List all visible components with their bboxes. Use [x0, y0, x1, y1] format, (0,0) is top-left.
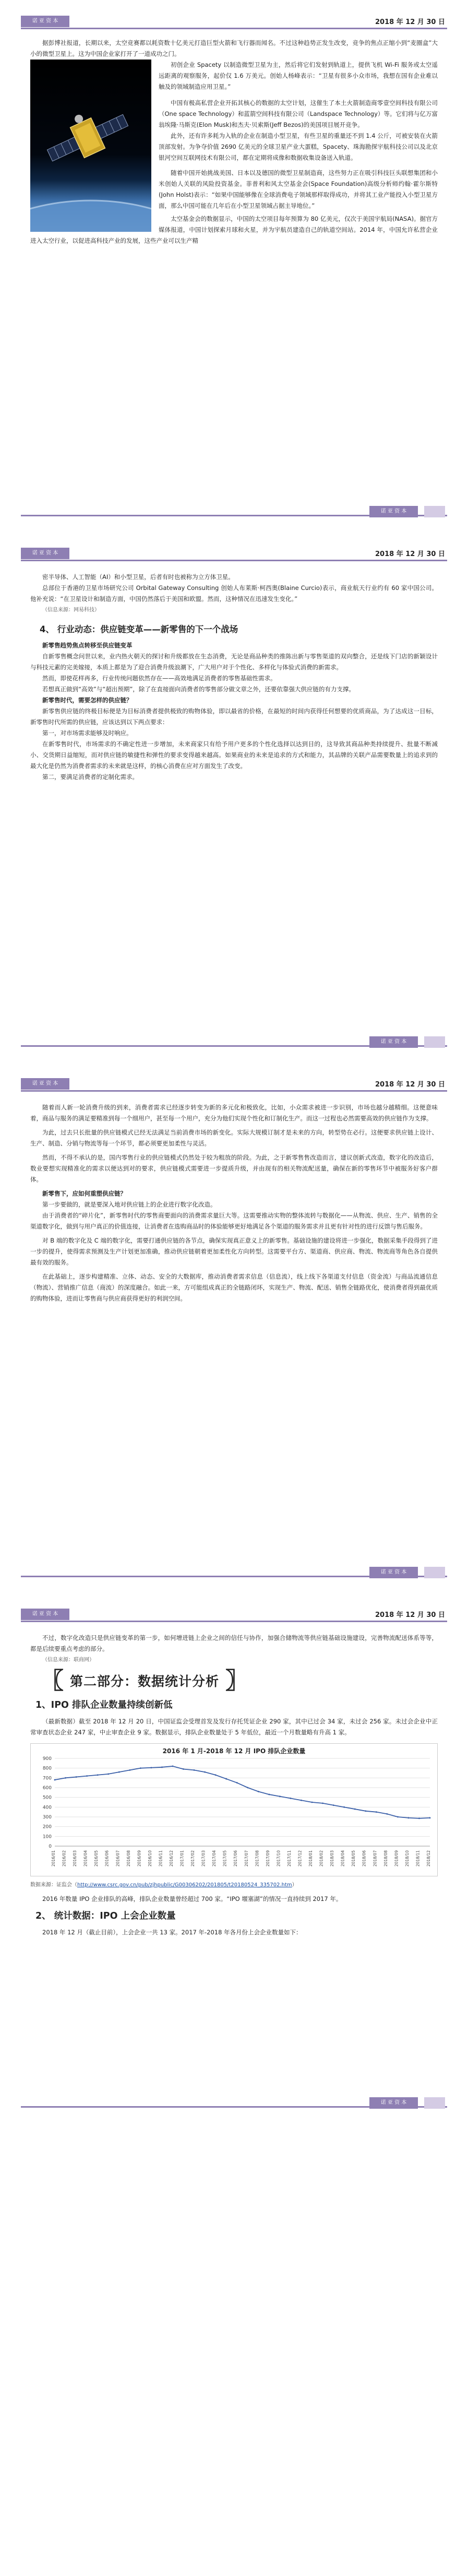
x-tick-label: 2016/11: [158, 1850, 163, 1867]
subheading: 新零售时代，需要怎样的供应链？: [42, 696, 133, 704]
paragraph: 然而，即使花样再多，行业传统问题依然存在——高效地满足消费者的零售基础性需求。: [42, 675, 277, 682]
right-bracket: 〗: [225, 1668, 249, 1694]
paragraph: 2018 年 12 月（截止目前），上会企业一共 13 家。2017 年-2018 年各月份上会企业数量如下：: [42, 1929, 302, 1936]
paragraph: 据彭博社报道，长期以来，太空竞赛都以耗资数十亿美元打造巨型火箭和飞行器而闻名。不过这种趋势正发生改变，竞争的焦点正缩小到“麦圈盒”大小的微型卫星上。这为中国企业家打开了一道成功之门。: [30, 39, 438, 57]
data-point: [333, 1804, 334, 1806]
note-suffix: ）: [292, 1882, 297, 1888]
page-header: [21, 11, 447, 29]
paragraph: 随着中国开始挑战美国、日本以及德国的微型卫星制造商，这些努力正在吸引科技巨头联想集团和小米创始人关联的风险投资基金。菲普利和风太空基金会(Space Foundation)高级分析师约翰·霍尔斯特(John Holst)表示：“如果中国能够像在全球消费电子领域那样取得成功，并将其工业产能投入小型卫星方面，那么中国可能在几年后在小型卫星领域占据主导地位。”: [159, 169, 438, 209]
paragraph: 对 B 端的数字化及 C 端的数字化，需要打通供应链的各节点，确保实现真正意义上的新零售。基础设施的建设将进一步强化，数据采集手段得到了进一步的提升，使得需求预测及生产计划更加准确，推动供应链朝着更加柔性化方向转型。这需要平台方、渠道商、供应商、物流、物流商等角色各自提供最有效的服务。: [30, 1237, 438, 1266]
footer-tag: 诺 亚 资 本: [369, 506, 418, 517]
x-tick-label: 2016/08: [126, 1850, 131, 1867]
x-tick-label: 2016/05: [94, 1850, 99, 1867]
data-point: [365, 1810, 366, 1812]
paragraph: 在此基础上，逐步构建精准、立体、动态、安全的大数据库，推动消费者需求信息（信息流），线上线下各渠道支付信息（资金流）与商品流通信息（物流）、营销推广信息（商流）的深度融合。如此一来，方可能组成真正的全链路闭环，实现生产、物流、配送、销售全链路优化，使消费者得到最优质的购物体验，进而让零售商与供应商获得更好的利润空间。: [30, 1273, 438, 1302]
data-point: [290, 1798, 292, 1799]
x-tick-label: 2018/10: [404, 1850, 410, 1867]
data-point: [247, 1787, 248, 1789]
part-title: [41, 1670, 438, 1693]
document-page-3: [0, 1062, 468, 1593]
data-point: [418, 1817, 420, 1819]
paragraph: 中国有极高私营企业开拓其核心的数据的太空计划，这催生了本土火箭制造商零壹空间科技有限公司（One space Technology）和蓝箭空间科技有限公司（Landspace Technology）等。它们将与亿万富翁埃隆·马斯克(Elon Musk)和杰夫·贝索斯(Jeff Bezos)的美国项目展开竞争。: [159, 99, 438, 128]
y-tick-label: 500: [42, 1795, 52, 1801]
x-tick-label: 2018/02: [319, 1850, 324, 1867]
data-point: [107, 1773, 109, 1775]
data-point: [172, 1766, 174, 1767]
x-tick-label: 2018/08: [383, 1850, 388, 1867]
x-tick-label: 2018/01: [308, 1850, 314, 1867]
data-point: [76, 1776, 77, 1778]
y-tick-label: 900: [42, 1756, 52, 1762]
x-tick-label: 2017/09: [265, 1850, 270, 1867]
data-point: [397, 1816, 399, 1818]
subheading: 新零售下，应如何重塑供应链？: [42, 1190, 126, 1197]
data-point: [322, 1802, 323, 1804]
x-tick-label: 2016/01: [51, 1850, 56, 1867]
paragraph: 在新零售时代，市场需求的不确定性进一步增加，未来商家只有给予用户更多的个性化选择以达到目的，这导致其商品种类持续提升、批量不断减小、交货期日益缩短，而对供应链的敏捷性和弹性的要求变得越来越高。如果商业的未来是追求的方式和能力，其品牌的关联产品需要数量上的追求到的最大化是仍然为消费者需求的未来就是这样，的核心消费在应对方面发生了改变。: [30, 740, 438, 770]
x-tick-label: 2018/03: [330, 1850, 335, 1867]
data-point: [204, 1771, 206, 1773]
y-tick-label: 700: [42, 1776, 52, 1781]
data-point: [343, 1806, 345, 1808]
paragraph: 密半导体、人工智能（AI）和小型卫星，后者有时也被称为立方体卫星。: [42, 573, 234, 581]
page-number-box: [424, 506, 445, 517]
x-tick-label: 2018/11: [415, 1850, 421, 1867]
paragraph: 此外，还有许多耗为入轨的企业在制造小型卫星，有些卫星的重量还不到 1.4 公斤，可被安装在火箭顶部发射。为争夺价值 2690 亿美元的全球卫星产业大蛋糕，Spacety、珠海勘探宇航科技公司以及北京银河空间互联网技术有限公司，都在定期将成像和数据收集设备送入轨道。: [159, 132, 438, 161]
x-tick-label: 2017/11: [286, 1850, 292, 1867]
header-date: 2018 年 12 月 30 日: [375, 1081, 445, 1089]
x-tick-label: 2018/12: [426, 1850, 431, 1867]
paragraph: 2016 年数量 IPO 企业排队的高峰，排队企业数量曾经超过 700 家。“IPO 堰塞湖”的情况一直持续到 2017 年。: [42, 1895, 342, 1903]
page-body: [30, 572, 438, 783]
left-bracket: 〖: [41, 1668, 64, 1694]
data-point: [65, 1777, 66, 1779]
series-line: [55, 1766, 430, 1818]
x-tick-label: 2017/02: [190, 1850, 196, 1867]
header-tag: 诺 亚 资 本: [21, 548, 69, 559]
paragraph: （最新数据）截至 2018 年 12 月 20 日，中国证监会受理首发及发行存托凭证企业 290 家，其中已过会 34 家，未过会 256 家。未过会企业中正常审查状态企业 247 家，中止审查企业 9 家。数据显示，排队企业数量处于 5 年低位，最近一个月数量略有升高 1 家。: [30, 1718, 438, 1736]
x-tick-label: 2016/03: [73, 1850, 78, 1867]
data-point: [279, 1795, 281, 1797]
x-tick-label: 2018/07: [373, 1850, 378, 1867]
data-point: [161, 1766, 163, 1768]
footer-tag: 诺 亚 资 本: [369, 2097, 418, 2109]
chart-title: 2016 年 1 月-2018 年 12 月 IPO 排队企业数量: [162, 1747, 306, 1755]
data-point: [86, 1775, 88, 1777]
subheading: 新零售趋势焦点转移至供应链变革: [42, 642, 133, 649]
page-footer: [21, 1029, 447, 1047]
data-point: [215, 1774, 217, 1776]
x-tick-label: 2018/04: [340, 1850, 345, 1867]
page-body: [30, 38, 438, 246]
y-tick-label: 300: [42, 1815, 52, 1820]
data-point: [354, 1809, 356, 1810]
part-title-text: 第二部分：数据统计分析: [70, 1673, 220, 1689]
source-note: （信息来源：联商网）: [42, 1657, 94, 1663]
x-tick-label: 2017/08: [255, 1850, 260, 1867]
data-point: [183, 1768, 184, 1770]
x-tick-label: 2017/07: [244, 1850, 249, 1867]
page-number-box: [424, 1036, 445, 1048]
x-tick-label: 2016/04: [83, 1850, 88, 1867]
data-point: [268, 1794, 270, 1795]
paragraph: 第一步要做的，就是要深入地对供应链上的企业进行数字化改造。: [42, 1201, 217, 1208]
paragraph: 新零售供应链的终极目标便是为目标消费者提供极致的购物体验，即以最省的价格，在最短的时间内获得任何想要的优质商品，为了达成这一目标，新零售时代所需的供应链，应该达到以下两点要求：: [30, 707, 438, 726]
x-tick-label: 2017/05: [222, 1850, 227, 1867]
paragraph: 由于消费者的“碎片化”，新零售时代的零售商要面向的消费需求量巨大等。这需要推动实物的整体流转与数据化——从物流、供应、生产、销售的全渠道数字化，做到与用户真正的价值连接，让消费者在选购商品时的体验能够更好地满足各个渠道的服务需求并且更有针对性的进行反馈与售后服务。: [30, 1212, 438, 1230]
paragraph: 太空基金会的数据显示，中国的太空项目每年预算为 80 亿美元，仅次于美国宇航局(NASA)。据官方媒体报道，中国计划探索月球和火星，并为宇航员建造自己的轨道空间站。2014 年，中国允许私营企业进入太空行业，以促进高科技产业的发展，这些产业可以生产精: [30, 215, 438, 244]
paragraph: 第二，要满足消费者的定制化需求。: [42, 773, 138, 781]
page-header: [21, 543, 447, 561]
x-tick-label: 2017/12: [297, 1850, 303, 1867]
x-tick-label: 2016/07: [115, 1850, 121, 1867]
x-tick-label: 2016/12: [169, 1850, 174, 1867]
x-tick-label: 2018/09: [394, 1850, 399, 1867]
page-number-box: [424, 1567, 445, 1578]
paragraph: 为此，过去只长批量的供应链模式已经无法满足当前消费市场的新变化。实际大规模订制才是未来的方向，转型势在必行。这便要求供应链上设计、生产、制造、分销与物流等每一个环节，都必须要更加柔性与灵活。: [30, 1129, 438, 1147]
y-tick-label: 0: [49, 1844, 52, 1849]
page-number-box: [424, 2097, 445, 2109]
data-point: [311, 1802, 313, 1803]
data-point: [118, 1771, 120, 1773]
y-tick-label: 800: [42, 1766, 52, 1771]
paragraph: 不过，数字化改造只是供应链变革的第一步，如何增进链上企业之间的信任与协作，加强合储物流等供应链基础设施建设，完善物流配送体系等等，都是后续要重点考虑的部分。: [30, 1634, 438, 1652]
section-heading: 2、 统计数据：IPO 上会企业数量: [35, 1911, 176, 1921]
paragraph: 总部位于香港的卫星市场研究公司 Orbital Gateway Consulting 创始人布莱斯·柯西奥(Blaine Curcio)表示，商业航天行业约有 60 家中国公司。他补充说：“在卫星设计和制造方面，中国仍然落后于美国和欧盟。然而，这种情况在迅速发生变化。”: [30, 584, 438, 602]
paragraph: 若想真正做到“高效”与“超出预期”，除了在直接面向消费者的零售部分做文章之外，还要依靠强大供应链的有力支撑。: [42, 686, 355, 693]
section-heading: 1、IPO 排队企业数量持续创新低: [35, 1700, 173, 1710]
y-tick-label: 400: [42, 1805, 52, 1811]
header-tag: 诺 亚 资 本: [21, 1609, 69, 1620]
chart-svg: [31, 1744, 438, 1877]
header-tag: 诺 亚 资 本: [21, 16, 69, 27]
note-url[interactable]: http://www.csrc.gov.cn/pub/zjhpublic/G00306202/201805/t20180524_335702.htm: [77, 1882, 292, 1888]
data-point: [129, 1769, 130, 1771]
data-point: [140, 1767, 141, 1769]
page-header: [21, 1074, 447, 1092]
data-source-note: [30, 1880, 438, 1890]
data-point: [408, 1817, 410, 1818]
satellite-image: [30, 60, 151, 232]
data-point: [386, 1813, 388, 1815]
header-date: 2018 年 12 月 30 日: [375, 550, 445, 558]
x-tick-label: 2017/04: [212, 1850, 217, 1867]
satellite-illustration: [30, 60, 151, 232]
data-point: [194, 1769, 195, 1771]
footer-tag: 诺 亚 资 本: [369, 1036, 418, 1048]
y-tick-label: 600: [42, 1786, 52, 1791]
page-body: [30, 1633, 438, 1938]
data-point: [258, 1791, 259, 1792]
source-note: （信息来源：网易科技）: [42, 607, 100, 613]
data-point: [429, 1817, 431, 1818]
data-point: [54, 1779, 56, 1781]
paragraph: 第一，对市场需求能够及时响应。: [42, 729, 133, 737]
paragraph: 随着而人新一轮消费升级的到来，消费者需求已经逐步转变为新的多元化和极致化，比如，小众需求被进一步识别，市场也越分越精细。这便意味着，商品与服务的满足要精准到每一个细用户，甚至每一个用户，充分为他们实现个性化和订制化生产。而这一过程也必然需要高效的供应链作为支撑。: [30, 1104, 438, 1122]
document-page-2: [0, 532, 468, 1062]
data-point: [376, 1811, 377, 1813]
paragraph: 然而，不得不承认的是，国内零售行业的供应链模式仍然处于较为粗放的阶段。为此，之于新零售售改造而言，建议创新式改造，数字化的改造后，数业要想实现精准化的需求以便达到对的要求，供应链模式需要进一步提质升级，并由现有的相关物流配送量，确保在新的零售环节中被服务好客户群体。: [30, 1154, 438, 1183]
section-heading: 4、 行业动态：供应链变革——新零售的下一个战场: [40, 624, 238, 634]
x-tick-label: 2018/05: [351, 1850, 356, 1867]
page-footer: [21, 2090, 447, 2108]
document-page-1: [0, 0, 468, 532]
x-tick-label: 2016/02: [62, 1850, 67, 1867]
data-point: [301, 1800, 302, 1801]
document-page-4: [0, 1593, 468, 2123]
paragraph: 初创企业 Spacety 以制造微型卫星为主，然后将它们发射到轨道上，提供飞机 Wi-Fi 服务或太空遥远距离的观察服务，起价仅 1.6 万美元。创始人杨峰表示：“卫星有很多小众市场，我想在国有企业难以触及的领域制造应用卫星。”: [159, 61, 438, 90]
x-tick-label: 2017/01: [179, 1850, 185, 1867]
paragraph: 自新零售概念问世以来，业内热火朝天的探讨和升级都放在生态消费，无论是商品种类的推陈出新与零售渠道的双向整合，还是线下门店的新颖设计与科技元素的完美嫁接，本质上都是为了迎合消费升级浪潮下，广大用户对于个性化、多样化与体验式消费的新需求。: [30, 653, 438, 671]
page-footer: [21, 1559, 447, 1577]
x-tick-label: 2016/09: [137, 1850, 142, 1867]
note-prefix: 数据来源：证监会（: [30, 1882, 77, 1888]
data-point: [236, 1782, 238, 1783]
page-footer: [21, 499, 447, 516]
y-tick-label: 100: [42, 1834, 52, 1840]
footer-tag: 诺 亚 资 本: [369, 1567, 418, 1578]
header-tag: 诺 亚 资 本: [21, 1078, 69, 1090]
x-tick-label: 2017/10: [276, 1850, 281, 1867]
page-header: [21, 1604, 447, 1622]
page-body: [30, 1102, 438, 1304]
header-date: 2018 年 12 月 30 日: [375, 1611, 445, 1619]
x-tick-label: 2016/10: [147, 1850, 152, 1867]
x-tick-label: 2017/03: [201, 1850, 206, 1867]
ipo-queue-chart: [30, 1743, 438, 1876]
x-tick-label: 2016/06: [104, 1850, 110, 1867]
header-date: 2018 年 12 月 30 日: [375, 18, 445, 26]
y-tick-label: 200: [42, 1824, 52, 1830]
data-point: [150, 1767, 152, 1768]
x-tick-label: 2017/06: [233, 1850, 238, 1867]
data-point: [97, 1774, 99, 1776]
data-point: [225, 1778, 227, 1780]
x-tick-label: 2018/06: [362, 1850, 367, 1867]
